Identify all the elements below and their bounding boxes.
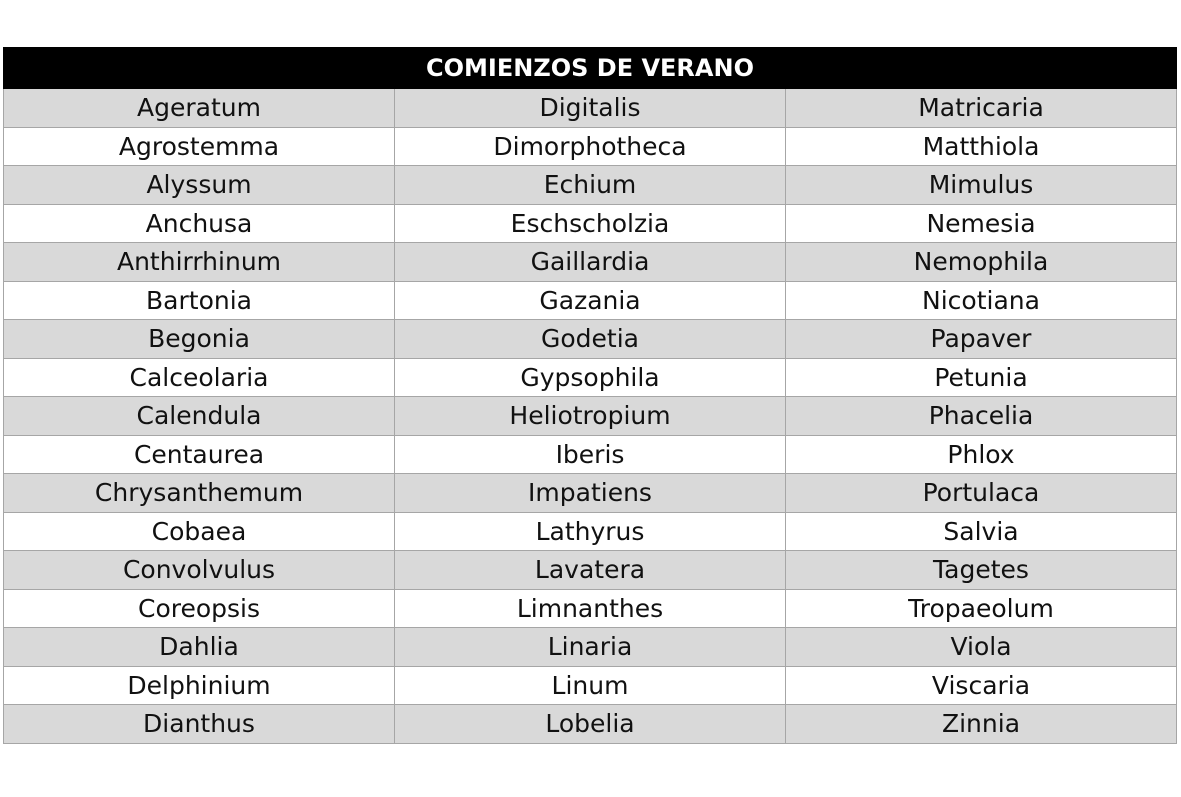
table-row <box>4 589 1177 628</box>
table-cell: Calceolaria <box>4 358 395 397</box>
table-cell: Salvia <box>786 512 1177 551</box>
table-title: COMIENZOS DE VERANO <box>4 48 1177 89</box>
table-cell: Nicotiana <box>786 281 1177 320</box>
table-row <box>4 127 1177 166</box>
table-cell: Viola <box>786 628 1177 667</box>
table-row <box>4 551 1177 590</box>
table-cell: Heliotropium <box>395 397 786 436</box>
table-cell: Nemophila <box>786 243 1177 282</box>
table-cell: Matricaria <box>786 89 1177 128</box>
table-cell: Anthirrhinum <box>4 243 395 282</box>
table-row <box>4 397 1177 436</box>
table-cell: Cobaea <box>4 512 395 551</box>
table-cell: Dahlia <box>4 628 395 667</box>
table-cell: Tagetes <box>786 551 1177 590</box>
plant-table <box>3 47 1177 744</box>
table-cell: Gaillardia <box>395 243 786 282</box>
table-cell: Bartonia <box>4 281 395 320</box>
table-body <box>4 89 1177 744</box>
table-row <box>4 512 1177 551</box>
table-cell: Limnanthes <box>395 589 786 628</box>
table-cell: Alyssum <box>4 166 395 205</box>
table-cell: Zinnia <box>786 705 1177 744</box>
table-cell: Phacelia <box>786 397 1177 436</box>
table-cell: Linaria <box>395 628 786 667</box>
table-row <box>4 705 1177 744</box>
table-row <box>4 628 1177 667</box>
table-cell: Calendula <box>4 397 395 436</box>
table-cell: Tropaeolum <box>786 589 1177 628</box>
table-row <box>4 435 1177 474</box>
table-cell: Linum <box>395 666 786 705</box>
table-row <box>4 166 1177 205</box>
table-cell: Echium <box>395 166 786 205</box>
table-cell: Phlox <box>786 435 1177 474</box>
table-row <box>4 666 1177 705</box>
table-cell: Portulaca <box>786 474 1177 513</box>
table-cell: Matthiola <box>786 127 1177 166</box>
table-cell: Lobelia <box>395 705 786 744</box>
table-cell: Convolvulus <box>4 551 395 590</box>
table-row <box>4 320 1177 359</box>
table-cell: Ageratum <box>4 89 395 128</box>
table-cell: Dianthus <box>4 705 395 744</box>
table-row <box>4 358 1177 397</box>
table-cell: Petunia <box>786 358 1177 397</box>
table-cell: Gypsophila <box>395 358 786 397</box>
table-row <box>4 281 1177 320</box>
table-cell: Chrysanthemum <box>4 474 395 513</box>
table-cell: Gazania <box>395 281 786 320</box>
table-cell: Lathyrus <box>395 512 786 551</box>
table-cell: Centaurea <box>4 435 395 474</box>
table-row <box>4 89 1177 128</box>
table-cell: Mimulus <box>786 166 1177 205</box>
table-cell: Lavatera <box>395 551 786 590</box>
table-cell: Agrostemma <box>4 127 395 166</box>
table-cell: Dimorphotheca <box>395 127 786 166</box>
table-cell: Coreopsis <box>4 589 395 628</box>
table-cell: Delphinium <box>4 666 395 705</box>
table-header-row <box>4 48 1177 89</box>
table-cell: Eschscholzia <box>395 204 786 243</box>
table-cell: Viscaria <box>786 666 1177 705</box>
table-cell: Impatiens <box>395 474 786 513</box>
table-row <box>4 474 1177 513</box>
table-row <box>4 243 1177 282</box>
table-cell: Godetia <box>395 320 786 359</box>
table-cell: Iberis <box>395 435 786 474</box>
table-cell: Papaver <box>786 320 1177 359</box>
table-cell: Anchusa <box>4 204 395 243</box>
table-row <box>4 204 1177 243</box>
table-cell: Nemesia <box>786 204 1177 243</box>
table-cell: Digitalis <box>395 89 786 128</box>
plant-table-container <box>3 47 1177 744</box>
table-cell: Begonia <box>4 320 395 359</box>
